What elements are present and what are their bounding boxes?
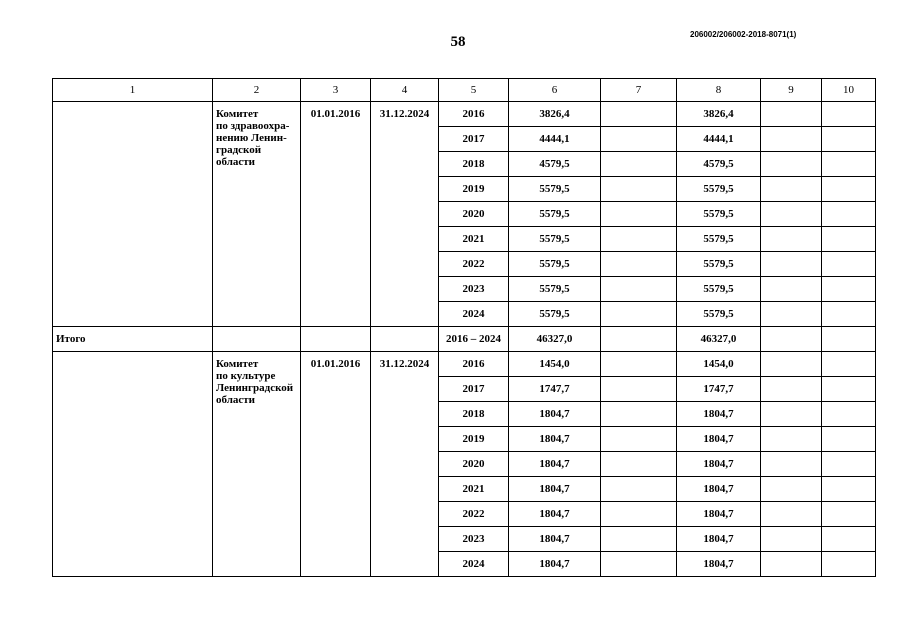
empty-cell xyxy=(761,452,822,477)
year-cell: 2019 xyxy=(439,177,509,202)
organization-name-line: Комитет xyxy=(216,108,259,120)
empty-cell xyxy=(822,327,876,352)
empty-cell xyxy=(53,102,213,327)
organization-name-line: области xyxy=(216,394,256,406)
empty-cell xyxy=(601,427,677,452)
amount-cell: 5579,5 xyxy=(677,252,761,277)
document-code: 206002/206002-2018-8071(1) xyxy=(690,30,797,39)
amount-cell: 1804,7 xyxy=(509,477,601,502)
amount-cell: 1804,7 xyxy=(509,452,601,477)
empty-cell xyxy=(761,527,822,552)
budget-table xyxy=(52,78,876,577)
empty-cell xyxy=(822,302,876,327)
empty-cell xyxy=(761,202,822,227)
amount-cell: 1804,7 xyxy=(509,527,601,552)
organization-name-line: по здравоохра- xyxy=(216,120,290,132)
amount-cell: 1804,7 xyxy=(677,452,761,477)
amount-cell: 1804,7 xyxy=(677,502,761,527)
year-cell: 2018 xyxy=(439,402,509,427)
empty-cell xyxy=(601,452,677,477)
empty-cell xyxy=(822,352,876,377)
empty-cell xyxy=(761,352,822,377)
empty-cell xyxy=(371,327,439,352)
empty-cell xyxy=(601,402,677,427)
empty-cell xyxy=(761,477,822,502)
year-cell: 2024 xyxy=(439,552,509,577)
amount-cell: 5579,5 xyxy=(677,202,761,227)
empty-cell xyxy=(601,277,677,302)
empty-cell xyxy=(822,127,876,152)
empty-cell xyxy=(761,127,822,152)
amount-cell: 5579,5 xyxy=(509,202,601,227)
empty-cell xyxy=(761,177,822,202)
year-cell: 2022 xyxy=(439,252,509,277)
page-number: 58 xyxy=(450,34,466,50)
amount-cell: 1804,7 xyxy=(509,552,601,577)
empty-cell xyxy=(822,102,876,127)
empty-cell xyxy=(822,277,876,302)
year-cell: 2023 xyxy=(439,277,509,302)
amount-cell: 5579,5 xyxy=(677,277,761,302)
amount-cell: 1804,7 xyxy=(677,552,761,577)
table-row xyxy=(53,352,876,377)
organization-name-line: Ленинградской xyxy=(216,382,294,394)
amount-cell: 5579,5 xyxy=(677,302,761,327)
empty-cell xyxy=(761,377,822,402)
amount-cell: 5579,5 xyxy=(509,252,601,277)
year-cell: 2018 xyxy=(439,152,509,177)
year-cell: 2021 xyxy=(439,227,509,252)
header-row xyxy=(53,79,876,102)
empty-cell xyxy=(761,252,822,277)
year-cell: 2016 xyxy=(439,102,509,127)
amount-cell: 4579,5 xyxy=(677,152,761,177)
amount-cell: 5579,5 xyxy=(509,177,601,202)
column-header: 8 xyxy=(677,79,761,102)
empty-cell xyxy=(822,502,876,527)
amount-cell: 5579,5 xyxy=(509,302,601,327)
empty-cell xyxy=(761,402,822,427)
column-header: 4 xyxy=(371,79,439,102)
table-row xyxy=(53,102,876,127)
empty-cell xyxy=(761,502,822,527)
total-label: Итого xyxy=(53,327,213,352)
empty-cell xyxy=(601,302,677,327)
total-amount: 46327,0 xyxy=(677,327,761,352)
amount-cell: 1804,7 xyxy=(677,527,761,552)
year-cell: 2023 xyxy=(439,527,509,552)
empty-cell xyxy=(822,177,876,202)
empty-cell xyxy=(601,552,677,577)
year-cell: 2021 xyxy=(439,477,509,502)
year-cell: 2017 xyxy=(439,127,509,152)
empty-cell xyxy=(822,452,876,477)
column-header: 3 xyxy=(301,79,371,102)
organization-name-line: области xyxy=(216,156,256,168)
total-row xyxy=(53,327,876,352)
amount-cell: 1804,7 xyxy=(677,427,761,452)
empty-cell xyxy=(601,152,677,177)
amount-cell: 1804,7 xyxy=(509,502,601,527)
empty-cell xyxy=(601,477,677,502)
empty-cell xyxy=(822,477,876,502)
empty-cell xyxy=(822,402,876,427)
amount-cell: 1454,0 xyxy=(509,352,601,377)
empty-cell xyxy=(601,227,677,252)
amount-cell: 4579,5 xyxy=(509,152,601,177)
empty-cell xyxy=(301,327,371,352)
organization-name-line: Комитет xyxy=(216,358,259,370)
column-header: 6 xyxy=(509,79,601,102)
amount-cell: 1747,7 xyxy=(677,377,761,402)
empty-cell xyxy=(822,527,876,552)
organization-name xyxy=(213,352,301,577)
empty-cell xyxy=(822,377,876,402)
year-cell: 2016 xyxy=(439,352,509,377)
empty-cell xyxy=(601,202,677,227)
empty-cell xyxy=(761,427,822,452)
amount-cell: 5579,5 xyxy=(509,227,601,252)
organization-name-line: градской xyxy=(216,144,262,156)
year-cell: 2024 xyxy=(439,302,509,327)
empty-cell xyxy=(601,102,677,127)
empty-cell xyxy=(601,127,677,152)
year-cell: 2020 xyxy=(439,202,509,227)
amount-cell: 4444,1 xyxy=(677,127,761,152)
amount-cell: 5579,5 xyxy=(677,177,761,202)
empty-cell xyxy=(761,552,822,577)
end-date: 31.12.2024 xyxy=(371,102,439,327)
empty-cell xyxy=(53,352,213,577)
empty-cell xyxy=(761,277,822,302)
empty-cell xyxy=(601,252,677,277)
column-header: 2 xyxy=(213,79,301,102)
amount-cell: 1747,7 xyxy=(509,377,601,402)
empty-cell xyxy=(822,227,876,252)
empty-cell xyxy=(822,202,876,227)
organization-name xyxy=(213,102,301,327)
amount-cell: 5579,5 xyxy=(509,277,601,302)
organization-name-line: нению Ленин- xyxy=(216,132,287,144)
empty-cell xyxy=(601,327,677,352)
empty-cell xyxy=(601,377,677,402)
empty-cell xyxy=(822,427,876,452)
empty-cell xyxy=(761,227,822,252)
empty-cell xyxy=(601,177,677,202)
empty-cell xyxy=(761,152,822,177)
start-date: 01.01.2016 xyxy=(301,352,371,577)
column-header: 1 xyxy=(53,79,213,102)
total-amount: 46327,0 xyxy=(509,327,601,352)
empty-cell xyxy=(822,252,876,277)
column-header: 9 xyxy=(761,79,822,102)
amount-cell: 5579,5 xyxy=(677,227,761,252)
amount-cell: 4444,1 xyxy=(509,127,601,152)
empty-cell xyxy=(761,102,822,127)
amount-cell: 1804,7 xyxy=(677,402,761,427)
amount-cell: 1804,7 xyxy=(509,402,601,427)
amount-cell: 3826,4 xyxy=(509,102,601,127)
empty-cell xyxy=(601,502,677,527)
year-cell: 2022 xyxy=(439,502,509,527)
column-header: 5 xyxy=(439,79,509,102)
empty-cell xyxy=(213,327,301,352)
column-header: 7 xyxy=(601,79,677,102)
year-cell: 2019 xyxy=(439,427,509,452)
year-cell: 2020 xyxy=(439,452,509,477)
column-header: 10 xyxy=(822,79,876,102)
amount-cell: 3826,4 xyxy=(677,102,761,127)
empty-cell xyxy=(761,327,822,352)
empty-cell xyxy=(601,527,677,552)
organization-name-line: по культуре xyxy=(216,370,276,382)
empty-cell xyxy=(761,302,822,327)
total-period: 2016 – 2024 xyxy=(439,327,509,352)
empty-cell xyxy=(601,352,677,377)
start-date: 01.01.2016 xyxy=(301,102,371,327)
end-date: 31.12.2024 xyxy=(371,352,439,577)
year-cell: 2017 xyxy=(439,377,509,402)
amount-cell: 1804,7 xyxy=(677,477,761,502)
empty-cell xyxy=(822,152,876,177)
empty-cell xyxy=(822,552,876,577)
amount-cell: 1454,0 xyxy=(677,352,761,377)
amount-cell: 1804,7 xyxy=(509,427,601,452)
